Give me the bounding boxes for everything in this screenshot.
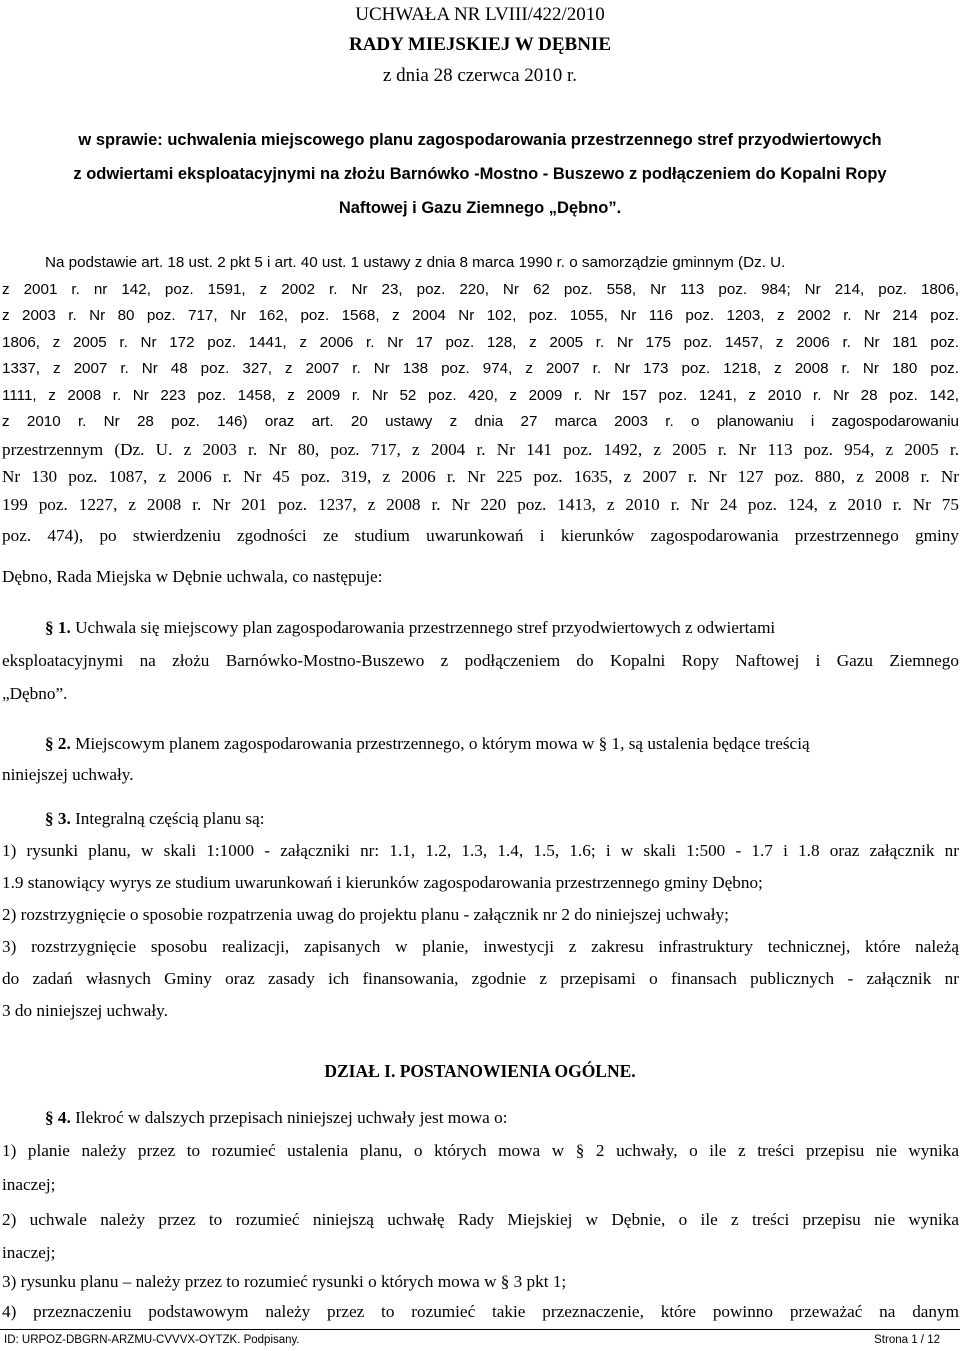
section-3-item-line: 1.9 stanowiący wyrys ze studium uwarunkowań i kierunków zagospodarowania przestrzennego gminy Dębno;	[2, 873, 763, 892]
section-4-item-line: 2) uchwale należy przez to rozumieć niniejszą uchwałę Rady Miejskiej w Dębnie, o ile z treści przepisu nie wynika	[2, 1210, 959, 1229]
preamble-line: przestrzennym (Dz. U. z 2003 r. Nr 80, poz. 717, z 2004 r. Nr 141 poz. 1492, z 2005 r. Nr 113 poz. 954, z 2005 r.	[2, 440, 959, 459]
preamble-line: 199 poz. 1227, z 2008 r. Nr 201 poz. 1237, z 2008 r. Nr 220 poz. 1413, z 2010 r. Nr 24 poz. 124, z 2010 r. Nr 75	[2, 495, 959, 514]
preamble-line: z 2003 r. Nr 80 poz. 717, Nr 162, poz. 1568, z 2004 Nr 102, poz. 1055, Nr 116 poz. 1203, z 2002 r. Nr 214 poz.	[2, 307, 959, 324]
preamble-line: Dębno, Rada Miejska w Dębnie uchwala, co następuje:	[2, 567, 383, 586]
section-3-item-line: 3) rozstrzygnięcie sposobu realizacji, zapisanych w planie, inwestycji z zakresu infrastruktury technicznej, które należą	[2, 937, 959, 956]
preamble-line: z 2010 r. Nr 28 poz. 146) oraz art. 20 ustawy z dnia 27 marca 2003 r. o planowaniu i zagospodarowaniu	[2, 413, 959, 430]
resolution-date: z dnia 28 czerwca 2010 r.	[382, 65, 578, 86]
preamble-line: z 2001 r. nr 142, poz. 1591, z 2002 r. Nr 23, poz. 220, Nr 62 poz. 558, Nr 113 poz. 984; Nr 214, poz. 1806,	[2, 281, 959, 298]
preamble-line: 1806, z 2005 r. Nr 172 poz. 1441, z 2006 r. Nr 17 poz. 128, z 2005 r. Nr 175 poz. 1457, z 2006 r. Nr 181 poz.	[2, 334, 959, 351]
page-number: Strona 1 / 12	[874, 1334, 940, 1346]
section-4-item-line: 1) planie należy przez to rozumieć ustalenia planu, o których mowa w § 2 uchwały, o ile z treści przepisu nie wynika	[2, 1141, 959, 1160]
resolution-issuer: RADY MIEJSKIEJ W DĘBNIE	[348, 34, 611, 55]
section-1-text: Uchwala się miejscowy plan zagospodarowania przestrzennego stref przyodwiertowych z odwiertami	[75, 618, 776, 637]
preamble-line: poz. 474), po stwierdzeniu zgodności ze studium uwarunkowań i kierunków zagospodarowania przestrzennego gminy	[2, 526, 959, 545]
section-3-line	[45, 808, 959, 830]
preamble-line: 1111, z 2008 r. Nr 223 poz. 1458, z 2009 r. Nr 52 poz. 420, z 2009 r. Nr 157 poz. 1241, z 2010 r. Nr 28 poz. 142,	[2, 387, 959, 404]
section-4-intro: Ilekroć w dalszych przepisach niniejszej uchwały jest mowa o:	[75, 1108, 508, 1127]
section-3-item-line: 1) rysunki planu, w skali 1:1000 - załączniki nr: 1.1, 1.2, 1.3, 1.4, 1.5, 1.6; i w skali 1:500 - 1.7 i 1.8 oraz załącznik nr	[2, 841, 959, 860]
section-4-item-line: inaczej;	[2, 1243, 56, 1262]
section-3-item-line: do zadań własnych Gminy oraz zasady ich finansowania, zgodnie z przepisami o finansach publicznych - załącznik nr	[2, 969, 959, 988]
section-3-intro: Integralną częścią planu są:	[75, 809, 265, 828]
section-1-mark: § 1.	[45, 618, 71, 637]
subject-line: z odwiertami eksploatacyjnymi na złożu Barnówko -Mostno - Buszewo z podłączeniem do Kopalni Ropy	[73, 165, 887, 183]
chapter-heading: DZIAŁ I. POSTANOWIENIA OGÓLNE.	[324, 1061, 636, 1081]
preamble-line: 1337, z 2007 r. Nr 48 poz. 327, z 2007 r. Nr 138 poz. 974, z 2007 r. Nr 173 poz. 1218, z 2008 r. Nr 180 poz.	[2, 360, 959, 377]
section-1-line: eksploatacyjnymi na złożu Barnówko-Mostno-Buszewo z podłączeniem do Kopalni Ropy Naftowej i Gazu Ziemnego	[2, 651, 959, 670]
section-2-line	[45, 733, 959, 755]
document-id: ID: URPOZ-DBGRN-ARZMU-CVVVX-OYTZK. Podpisany.	[4, 1334, 300, 1346]
section-4-item-line: 4) przeznaczeniu podstawowym należy przez to rozumieć takie przeznaczenie, które powinno przeważać na danym	[2, 1302, 959, 1321]
section-2-line: niniejszej uchwały.	[2, 765, 134, 784]
preamble-line: Na podstawie art. 18 ust. 2 pkt 5 i art. 40 ust. 1 ustawy z dnia 8 marca 1990 r. o samorządzie gminnym (Dz. U.	[45, 254, 786, 271]
section-2-text: Miejscowym planem zagospodarowania przestrzennego, o którym mowa w § 1, są ustalenia będące treścią	[75, 734, 810, 753]
section-3-item-line: 2) rozstrzygnięcie o sposobie rozpatrzenia uwag do projektu planu - załącznik nr 2 do niniejszej uchwały;	[2, 905, 729, 924]
section-3-mark: § 3.	[45, 809, 71, 828]
section-1-line: „Dębno”.	[2, 684, 68, 703]
section-4-item-line: 3) rysunku planu – należy przez to rozumieć rysunki o których mowa w § 3 pkt 1;	[2, 1272, 567, 1291]
section-3-item-line: 3 do niniejszej uchwały.	[2, 1001, 168, 1020]
footer-divider	[0, 1329, 960, 1330]
resolution-title: UCHWAŁA NR LVIII/422/2010	[355, 4, 605, 25]
preamble-line: Nr 130 poz. 1087, z 2006 r. Nr 45 poz. 319, z 2006 r. Nr 225 poz. 1635, z 2007 r. Nr 127 poz. 880, z 2008 r. Nr	[2, 467, 959, 486]
section-2-mark: § 2.	[45, 734, 71, 753]
subject-line: Naftowej i Gazu Ziemnego „Dębno”.	[338, 199, 622, 217]
section-1-line	[45, 617, 959, 639]
section-4-item-line: inaczej;	[2, 1175, 56, 1194]
section-4-mark: § 4.	[45, 1108, 71, 1127]
subject-line: w sprawie: uchwalenia miejscowego planu zagospodarowania przestrzennego stref przyodwiertowych	[78, 131, 882, 149]
section-4-line	[45, 1107, 959, 1129]
